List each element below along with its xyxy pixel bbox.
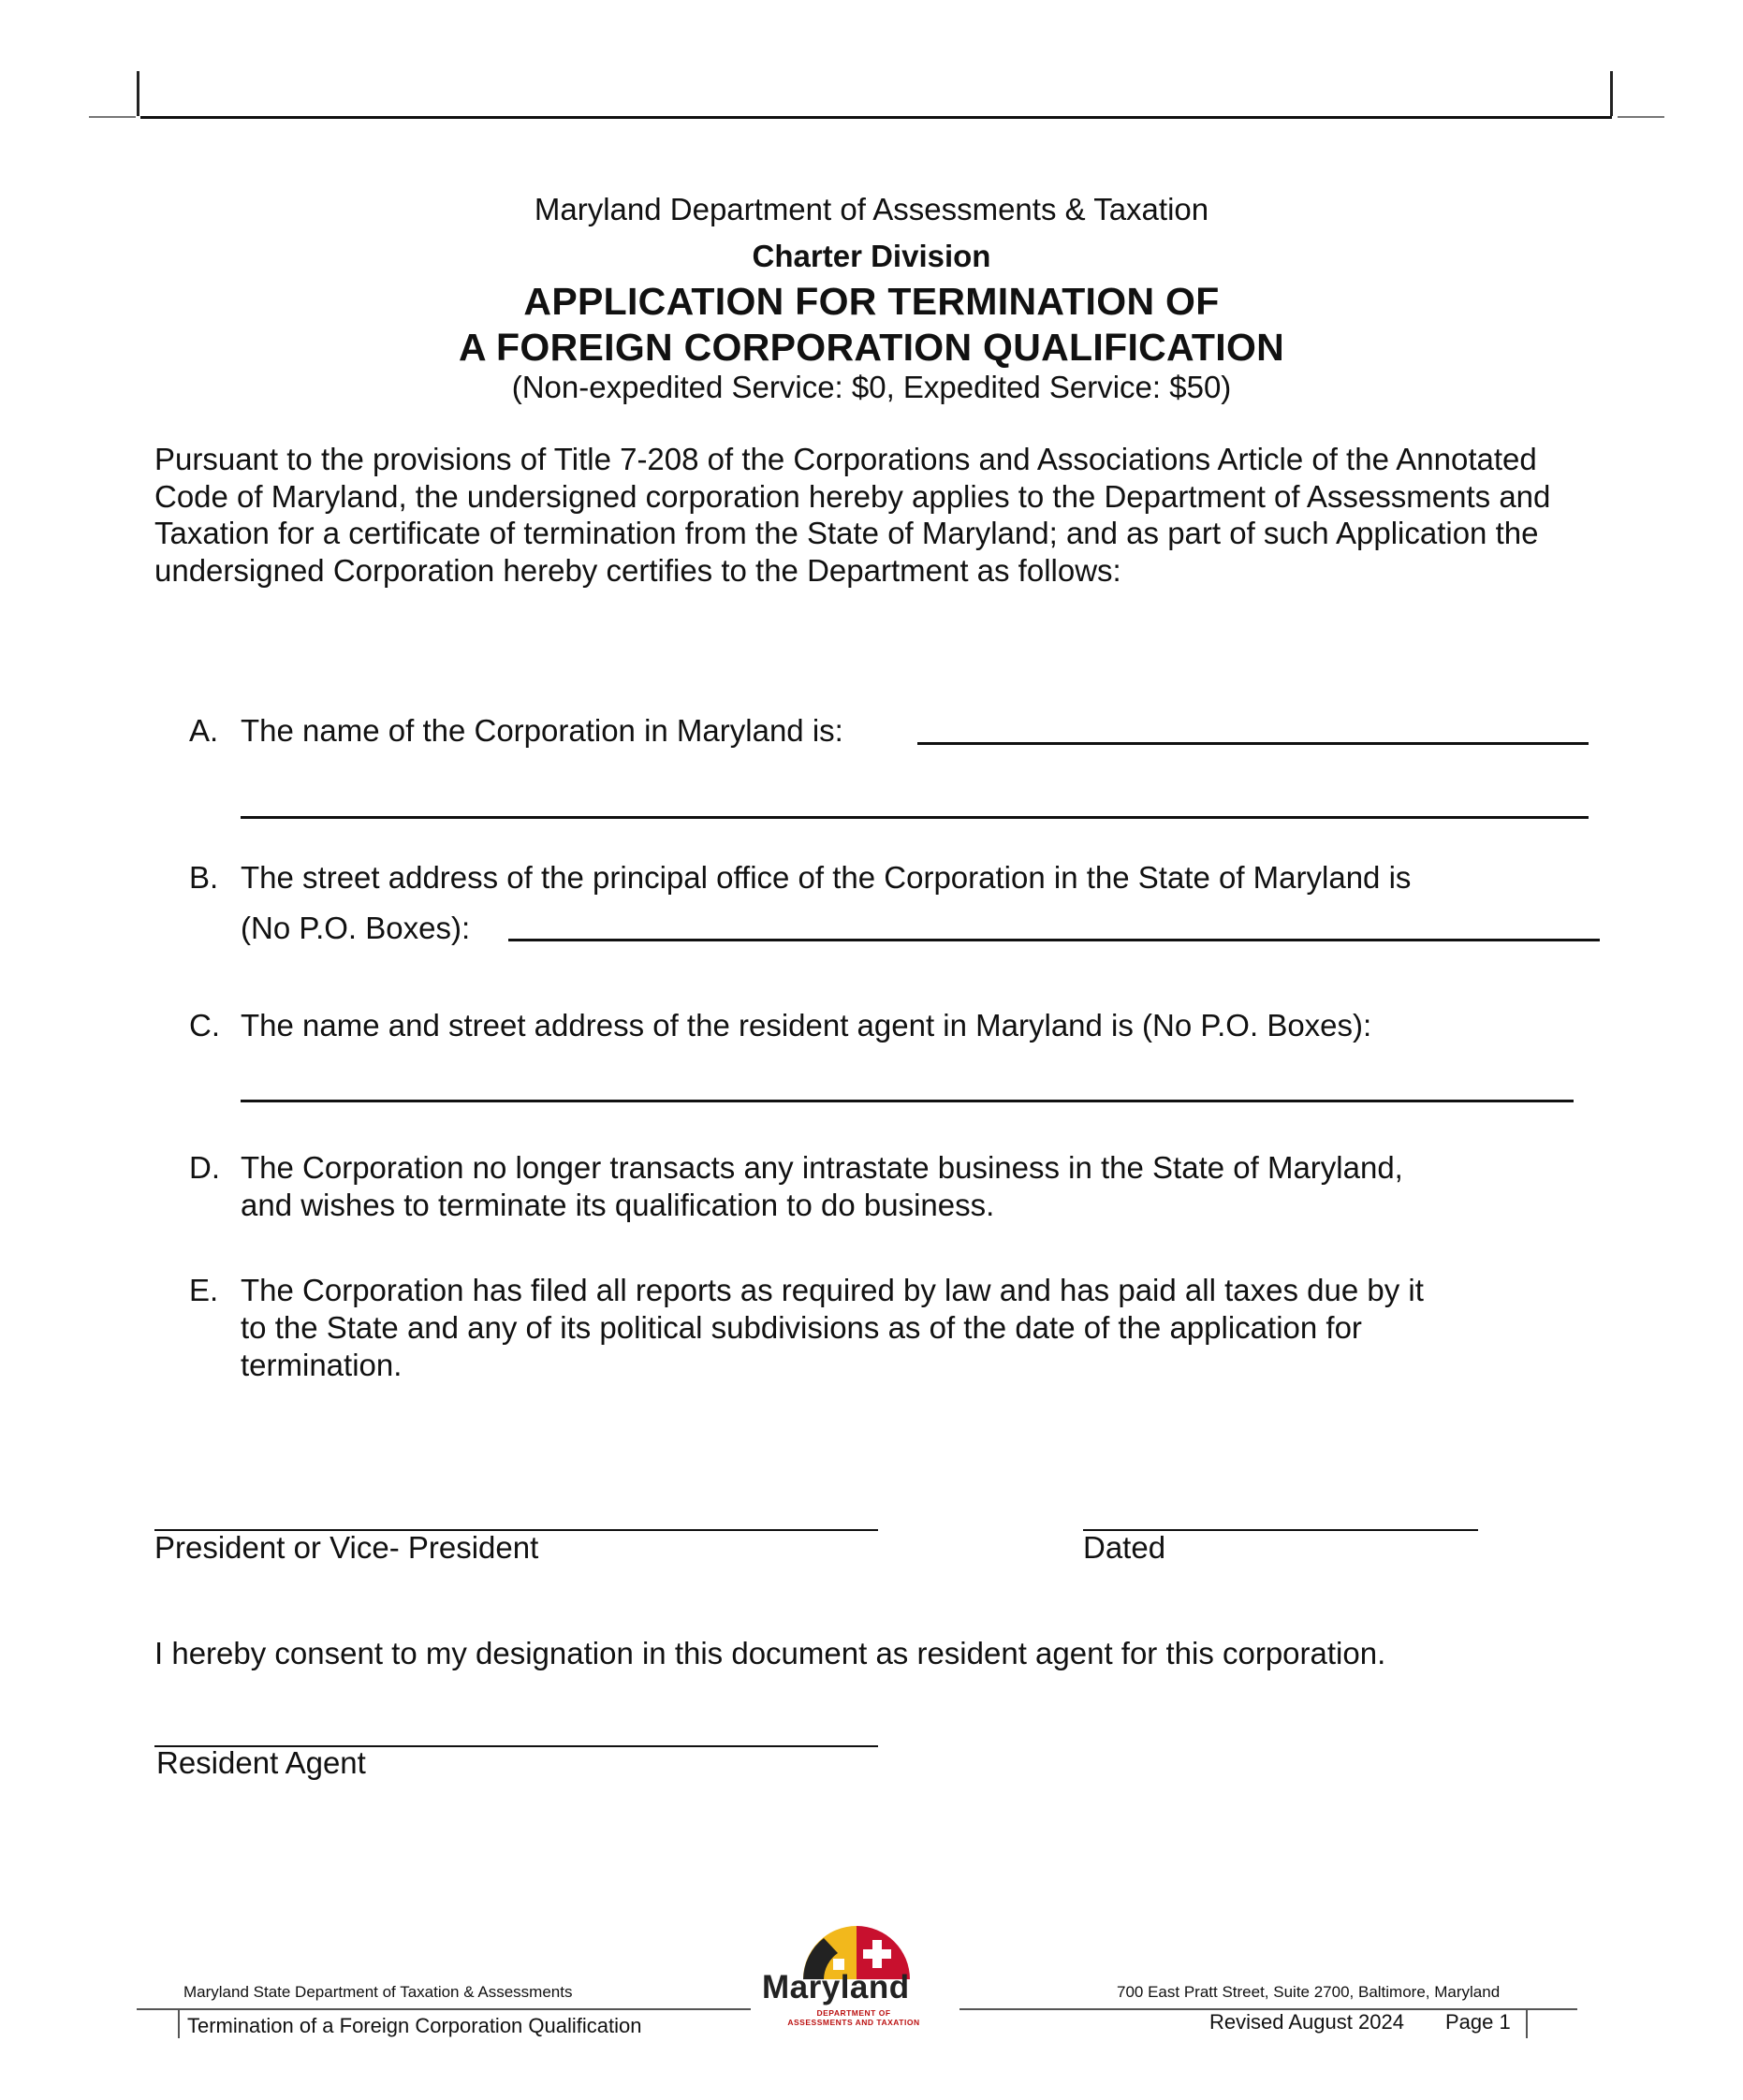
top-left-corner-mark xyxy=(137,71,139,116)
footer-department: Maryland State Department of Taxation & Assessments xyxy=(183,1983,573,2001)
item-a-letter: A. xyxy=(189,713,219,748)
item-a-text: The name of the Corporation in Maryland is: xyxy=(241,713,843,748)
department-name: Maryland Department of Assessments & Taxation xyxy=(534,192,1209,226)
item-e-text-line2: to the State and any of its political subdivisions as of the date of the application for xyxy=(241,1310,1362,1345)
resident-agent-consent: I hereby consent to my designation in this document as resident agent for this corporation. xyxy=(154,1636,1386,1670)
footer-address: 700 East Pratt Street, Suite 2700, Baltimore, Maryland xyxy=(1117,1983,1501,2001)
form-title-line2: A FOREIGN CORPORATION QUALIFICATION xyxy=(458,326,1285,369)
footer-page-number: Page 1 xyxy=(1445,2010,1511,2034)
corporation-name-field-line2[interactable] xyxy=(241,816,1589,819)
form-title-line1: APPLICATION FOR TERMINATION OF xyxy=(523,280,1220,323)
fee-info: (Non-expedited Service: $0, Expedited Service: $50) xyxy=(511,370,1232,404)
top-frame-rule xyxy=(140,116,1612,119)
item-d-text-line1: The Corporation no longer transacts any intrastate business in the State of Maryland, xyxy=(241,1150,1403,1185)
item-c-letter: C. xyxy=(189,1008,220,1043)
footer-form-name: Termination of a Foreign Corporation Qualification xyxy=(187,2014,642,2037)
item-d-text-line2: and wishes to terminate its qualification to do business. xyxy=(241,1188,995,1222)
president-label: President or Vice- President xyxy=(154,1530,539,1565)
item-b-text-line2: (No P.O. Boxes): xyxy=(241,911,471,945)
intro-paragraph: Pursuant to the provisions of Title 7-208 of the Corporations and Associations Article of the Annotated Code of Maryland, the undersigned corporation hereby applies to the Department of Assessments and Taxation for a certificate of termination from the State of Maryland; and as part of such Application the undersigned Corporation hereby certifies to the Department as follows: xyxy=(154,442,1551,588)
top-right-corner-tick xyxy=(1618,116,1664,118)
item-c-text: The name and street address of the resident agent in Maryland is (No P.O. Boxes): xyxy=(241,1008,1372,1043)
logo-wordmark: Maryland xyxy=(762,1969,910,2005)
item-b-letter: B. xyxy=(189,860,219,895)
principal-office-address-field[interactable] xyxy=(508,939,1600,941)
top-left-corner-tick xyxy=(89,116,136,118)
logo-subtitle-line1: DEPARTMENT OF xyxy=(816,2008,891,2018)
top-right-corner-mark xyxy=(1610,71,1613,116)
logo-subtitle-line2: ASSESSMENTS AND TAXATION xyxy=(787,2018,920,2027)
resident-agent-address-field[interactable] xyxy=(241,1100,1574,1102)
footer-revised-date: Revised August 2024 xyxy=(1209,2010,1404,2034)
footer-rule-left xyxy=(137,2008,751,2010)
corporation-name-field-line1[interactable] xyxy=(917,742,1589,745)
division-name: Charter Division xyxy=(752,239,991,273)
item-e-text-line1: The Corporation has filed all reports as required by law and has paid all taxes due by it xyxy=(241,1273,1424,1307)
item-e-letter: E. xyxy=(189,1273,219,1307)
dated-label: Dated xyxy=(1083,1530,1166,1565)
resident-agent-label: Resident Agent xyxy=(156,1745,366,1780)
item-d-letter: D. xyxy=(189,1150,220,1185)
footer-left-bracket xyxy=(178,2010,180,2038)
item-e-text-line3: termination. xyxy=(241,1348,403,1382)
item-b-text-line1: The street address of the principal office of the Corporation in the State of Maryland is xyxy=(241,860,1412,895)
footer-right-bracket xyxy=(1526,2010,1528,2038)
